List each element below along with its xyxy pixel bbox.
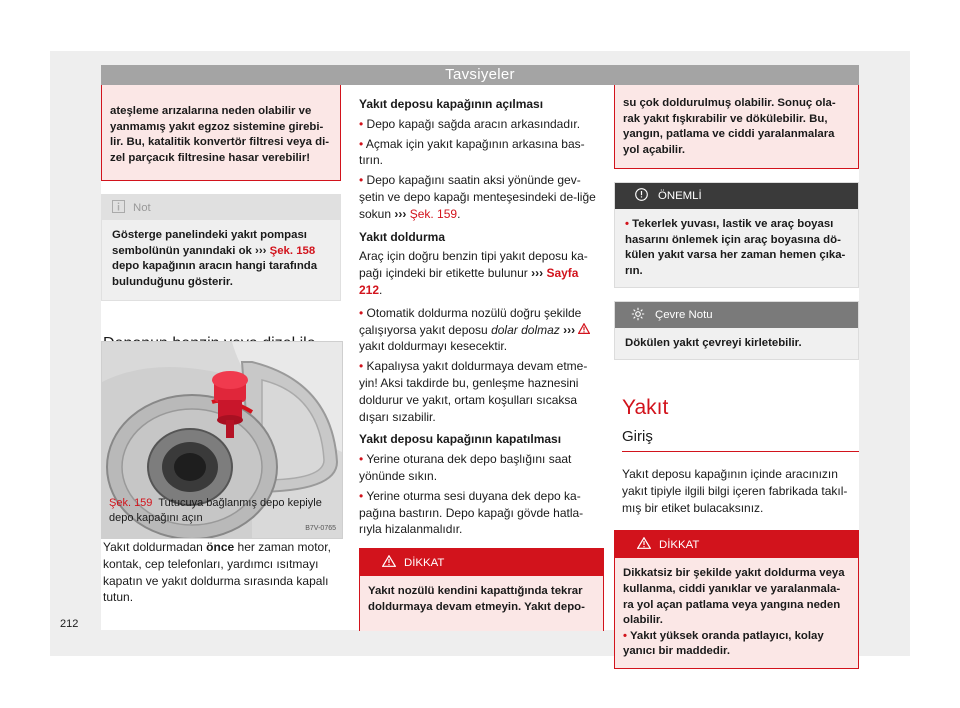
page-header: Tavsiyeler (101, 65, 859, 85)
list-item: • Depo kapağı sağda aracın arkasındadır. (359, 116, 581, 131)
figure-number: Şek. 159 (109, 497, 153, 509)
body-bold: önce (206, 540, 235, 554)
caution-label: DİKKAT (659, 538, 700, 551)
caution-text: Yakıt nozülü kendini kapattığında tekrar doldurmaya devam etmeyin. Yakıt depo- (368, 585, 585, 613)
info-icon (112, 200, 125, 216)
figure-link[interactable]: Şek. 159 (409, 206, 458, 221)
fill-paragraph: Araç için doğru benzin tipi yakıt deposu ka-pağı içindeki bir etikette bulunur ››› Sayfa 212. (359, 249, 588, 297)
fuel-section (614, 396, 859, 516)
ref-arrows: ››› (563, 322, 576, 337)
note-box (101, 194, 341, 301)
ref-arrows: ››› (531, 266, 544, 281)
heading-open: Yakıt deposu kapağının açılması (359, 97, 544, 111)
warning-box-continued (614, 85, 859, 169)
caption-text: Tutucuya bağlanmış depo kepiyle depo kapağını açın (109, 497, 322, 524)
note-label: Not (133, 201, 151, 214)
environment-note-box (614, 301, 859, 360)
figure-code: B7V-0765 (305, 525, 336, 532)
caution-box (614, 530, 859, 669)
important-body: • Tekerlek yuvası, lastik ve araç boyası hasarını önlemek için araç boyasına dö-külen yakıt varsa her zaman hemen çıka-rın. (625, 218, 846, 277)
note-header (102, 195, 340, 220)
ref-arrows: ››› (394, 206, 407, 221)
column-1-body (103, 539, 341, 606)
warning-text: ateşleme arızalarına neden olabilir ve yanmamış yakıt egzoz sistemine girebi-lir. Bu, katalitik konvertör filtresi veya di-zel parçacık filtresine hasar verebilir! (110, 105, 330, 164)
caution-bullet: • Yakıt yüksek oranda patlayıcı, kolay yanıcı bir maddedir. (623, 629, 824, 658)
page-link[interactable]: Sayfa 212 (359, 266, 579, 297)
warning-text: su çok doldurulmuş olabilir. Sonuç ola-rak yakıt fışkırabilir ve dökülebilir. Bu, yangın, patlama ve ciddi yaralanmalara yol açabilir. (623, 97, 836, 156)
important-header (615, 183, 858, 209)
ref-arrows: ››› (255, 244, 267, 257)
heading-fill: Yakıt doldurma (359, 229, 446, 244)
body-paragraph (103, 539, 341, 606)
list-item: • Depo kapağını saatin aksi yönünde gev-şetin ve depo kapağı menteşesindeki de-liğe sokun ››› Şek. 159. (359, 173, 596, 221)
caution-label: DİKKAT (404, 556, 445, 569)
caution-box (359, 548, 604, 631)
caution-text: Dikkatsiz bir şekilde yakıt doldurma veya kullanma, ciddi yanıklar ve yaralanmala-ra yol açan patlama veya yangına neden olabilir. (623, 567, 845, 627)
caution-header (615, 531, 858, 558)
list-item: • Kapalıysa yakıt doldurmaya devam etme-yin! Aksi takdirde bu, genleşme haznesini doldurur ve yakıt, ortam koşulları sıcaksa dışarı sızabilir. (359, 359, 588, 424)
figure-caption (109, 496, 339, 526)
caution-header (360, 549, 603, 576)
warning-triangle-icon[interactable] (578, 323, 590, 337)
column-3 (614, 85, 859, 669)
alert-circle-icon (635, 188, 648, 204)
list-item: • Yerine oturma sesi duyana dek depo ka-pağına bastırın. Depo kapağı gövde hatla-rıyla hizalanmalıdır. (359, 488, 584, 537)
leaf-icon (631, 307, 645, 324)
environment-label: Çevre Notu (655, 309, 713, 321)
heading-close: Yakıt deposu kapağının kapatılması (359, 432, 562, 447)
figure-link[interactable]: Şek. 158 (269, 244, 316, 257)
list-item: • Açmak için yakıt kapağının arkasına bas-tırın. (359, 136, 585, 168)
body-text-end: her zaman motor, kontak, cep telefonları, yardımcı ısıtmayı kapatın ve yakıt doldurma sırasında kapalı tutun. (103, 540, 331, 605)
note-text-end: depo kapağının aracın hangi tarafında bulunduğunu gösterir. (112, 260, 318, 288)
environment-header (615, 302, 858, 328)
page-number: 212 (60, 618, 79, 630)
column-2 (359, 96, 602, 541)
intro-paragraph: Yakıt deposu kapağının içinde aracınızın yakıt tipiyle ilgili bilgi içeren fabrikada takıl-mış bir etiket bulacaksınız. (622, 467, 848, 515)
warning-triangle-icon (382, 555, 396, 570)
caution-body (615, 558, 858, 668)
warning-box-continued (101, 85, 341, 181)
note-text: Gösterge panelindeki yakıt pompası sembolünün yanındaki ok (112, 229, 307, 257)
subsection-heading: Giriş (622, 428, 859, 452)
warning-triangle-icon (637, 537, 651, 552)
important-box (614, 182, 859, 288)
environment-body: Dökülen yakıt çevreyi kirletebilir. (625, 337, 802, 349)
important-label: ÖNEMLİ (658, 190, 702, 203)
body-text: Yakıt doldurmadan (103, 540, 207, 554)
note-body (102, 220, 340, 300)
list-item: • Otomatik doldurma nozülü doğru şekilde çalışıyorsa yakıt deposu dolar dolmaz ››› yakıt doldurmayı kesecektir. (359, 305, 602, 355)
list-item: • Yerine oturana dek depo başlığını saat yönünde sıkın. (359, 452, 572, 483)
section-heading-fuel: Yakıt (622, 396, 669, 419)
